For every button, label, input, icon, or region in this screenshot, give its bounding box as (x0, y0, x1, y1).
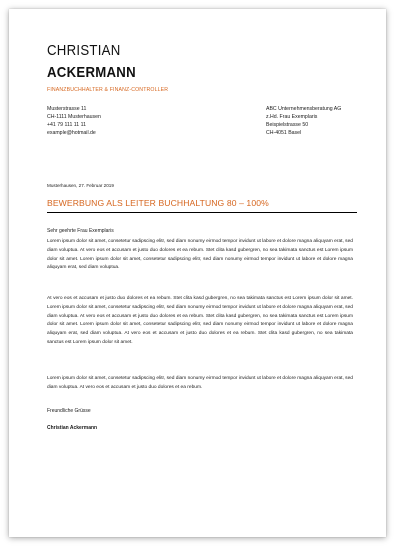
closing: Freundliche Grüsse (47, 408, 91, 414)
body-paragraph-2: At vero eos et accusam et justo duo dolores et ea rebum. Stet clita kasd gubergren, no sea takimata sanctus est Lorem ipsum dolor sit amet. Lorem ipsum dolor sit amet, consetetur sadipscing elitr, sed diam nonumy eirmod tempor invidunt ut labore et dolore magna aliquyam erat, sed diam voluptua. At vero eos et accusam et justo duo dolores et ea rebum. Stet clita kasd gubergren, no sea takimata sanctus est Lorem ipsum dolor sit amet. Lorem ipsum dolor sit amet, consetetur sadipscing elitr, sed diam nonumy eirmod tempor invidunt ut labore et dolore magna aliquyam erat, sed diam voluptua. At vero eos et accusam et justo duo dolores et ea rebum. Stet clita kasd gubergren, no sea takimata sanctus est Lorem ipsum dolor sit amet. (47, 296, 353, 345)
recipient-city: CH-4051 Basel (266, 130, 302, 136)
sender-phone: +41 79 111 11 11 (47, 122, 86, 128)
sender-city: CH-1111 Musterhausen (47, 114, 101, 120)
signature-name: Christian Ackermann (47, 425, 98, 431)
body-paragraph-1: Lorem ipsum dolor sit amet, consetetur sadipscing elitr, sed diam nonumy eirmod tempor invidunt ut labore et dolore magna aliquyam erat, sed diam voluptua. At vero eos et accusam et justo duo dolores et ea rebum. Stet clita kasd gubergren, no sea takimata sanctus est Lorem ipsum dolor sit amet. Lorem ipsum dolor sit amet, consetetur sadipscing elitr, sed diam nonumy eirmod tempor invidunt ut labore et dolore magna aliquyam erat, sed diam voluptua. (47, 239, 353, 271)
first-name: CHRISTIAN (47, 42, 121, 59)
profession-title: FINANZBUCHHALTER & FINANZ-CONTROLLER (47, 87, 169, 93)
recipient-address (266, 105, 341, 137)
sender-email: example@hotmail.de (47, 130, 96, 136)
sender-street: Musterstrasse 11 (47, 106, 87, 112)
recipient-company: ABC Unternehmensberatung AG (266, 106, 342, 112)
last-name: ACKERMANN (47, 64, 136, 81)
letter-page (9, 9, 386, 537)
salutation: Sehr geehrte Frau Exemplaris (47, 228, 114, 234)
recipient-street: Beispielstrasse 50 (266, 122, 309, 128)
letter-subject: BEWERBUNG ALS LEITER BUCHHALTUNG 80 – 100% (47, 198, 357, 213)
recipient-contact: z.Hd. Frau Exemplaris (266, 114, 318, 120)
body-paragraph-3: Lorem ipsum dolor sit amet, consetetur sadipscing elitr, sed diam nonumy eirmod tempor invidunt ut labore et dolore magna aliquyam erat, sed diam voluptua. At vero eos et accusam et justo duo dolores et ea rebum. (47, 376, 353, 390)
letter-date: Musterhausen, 27. Februar 2019 (47, 183, 114, 188)
sender-address (47, 105, 101, 137)
